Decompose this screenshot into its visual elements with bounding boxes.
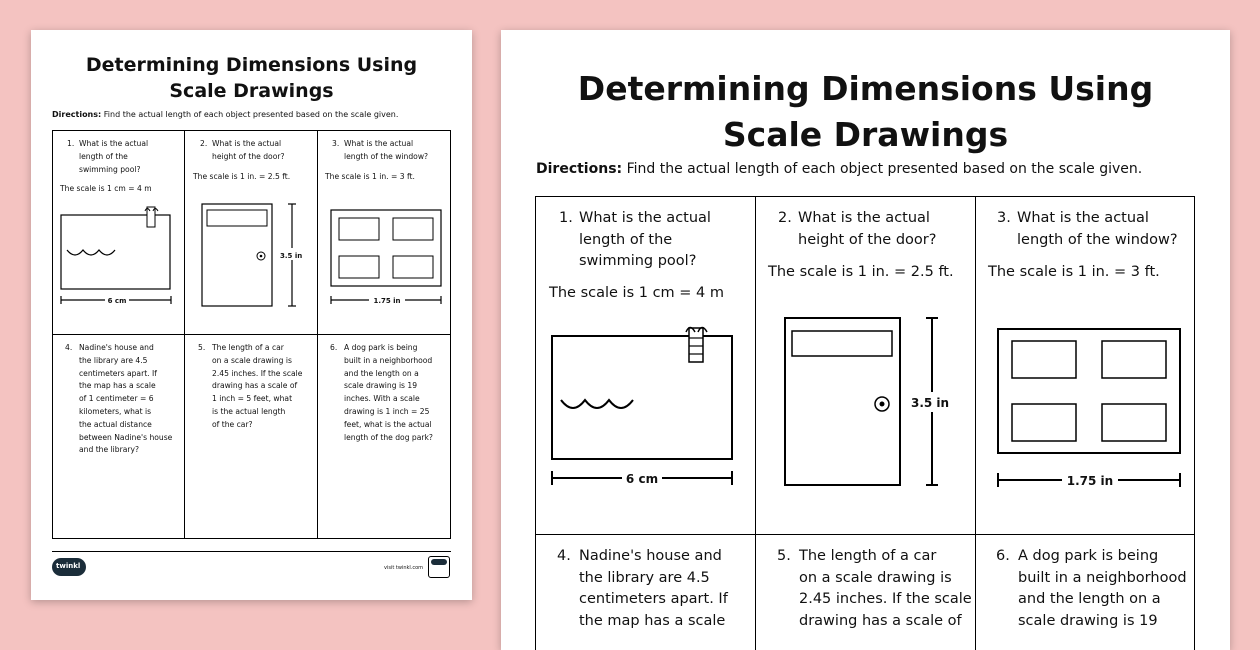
question-number: 3. — [332, 139, 340, 148]
question-number: 4. — [65, 343, 73, 352]
question-line: and the library? — [79, 445, 140, 455]
dimension-label: 6 cm — [107, 297, 127, 305]
question-line: A dog park is being — [1018, 548, 1159, 564]
swimming-pool-figure — [59, 205, 179, 305]
question-line: What is the actual — [212, 139, 282, 148]
question-line: built in a neighborhood — [1018, 569, 1187, 586]
question-line: 2.45 inches. If the scale — [212, 368, 303, 378]
title-line: Scale Drawings — [722, 115, 1009, 154]
question-2 — [778, 208, 936, 251]
question-number: 4. — [557, 548, 571, 564]
title-line: Determining Dimensions Using — [85, 54, 418, 76]
question-5 — [198, 342, 302, 432]
question-line: A dog park is being — [344, 343, 418, 352]
question-3 — [332, 138, 428, 164]
directions-label: Directions: — [52, 110, 102, 119]
question-line: length of the — [79, 151, 128, 161]
question-line: height of the door? — [798, 231, 937, 248]
question-line: length of the dog park? — [344, 432, 433, 442]
question-line: 1 inch = 5 feet, what — [212, 394, 293, 404]
logo-text: twinkl — [56, 562, 81, 570]
question-line: Nadine's house and — [579, 548, 722, 564]
footer-divider — [52, 551, 451, 552]
twinkl-logo — [52, 558, 86, 576]
question-line: length of the window? — [344, 151, 429, 161]
question-6 — [330, 342, 433, 444]
question-line: swimming pool? — [579, 253, 697, 269]
question-6 — [996, 546, 1187, 632]
question-number: 2. — [778, 210, 792, 226]
directions — [536, 161, 1142, 177]
question-line: of the car? — [212, 419, 253, 429]
question-number: 5. — [777, 548, 791, 564]
question-1 — [67, 138, 148, 176]
question-line: What is the actual — [344, 139, 414, 148]
window-figure — [996, 327, 1186, 497]
question-line: Nadine's house and — [79, 343, 154, 352]
door-figure — [783, 316, 963, 496]
question-line: built in a neighborhood — [344, 355, 433, 365]
question-line: of 1 centimeter = 6 — [79, 394, 154, 404]
question-5 — [777, 546, 972, 632]
question-4 — [65, 342, 172, 457]
question-line: and the length on a — [344, 368, 419, 378]
swimming-pool-figure — [549, 322, 749, 492]
dimension-label: 3.5 in — [280, 252, 303, 260]
question-line: The length of a car — [212, 343, 284, 352]
dimension-label: 3.5 in — [911, 396, 950, 410]
question-line: inches. With a scale — [344, 394, 420, 404]
question-line: feet, what is the actual — [344, 419, 432, 429]
directions-text: Find the actual length of each object presented based on the scale given. — [101, 110, 399, 119]
question-number: 6. — [996, 548, 1010, 564]
directions-text: Find the actual length of each object presented based on the scale given. — [622, 161, 1143, 177]
question-number: 2. — [200, 139, 208, 148]
question-line: length of the window? — [1017, 231, 1178, 248]
question-number: 1. — [559, 210, 573, 226]
title-line: Scale Drawings — [169, 80, 334, 102]
question-line: 2.45 inches. If the scale — [799, 591, 972, 607]
quality-badge-icon — [428, 556, 450, 578]
scale-text: The scale is 1 cm = 4 m — [549, 285, 724, 301]
window-figure — [329, 208, 444, 308]
question-line: The length of a car — [799, 548, 937, 564]
dimension-label: 1.75 in — [1066, 474, 1114, 488]
question-number: 3. — [997, 210, 1011, 226]
question-line: the map has a scale — [579, 612, 726, 629]
question-line: drawing has a scale of — [212, 381, 298, 391]
visit-link: visit twinkl.com — [384, 565, 424, 571]
question-line: What is the actual — [79, 139, 149, 148]
question-line: scale drawing is 19 — [1018, 612, 1158, 629]
scale-text: The scale is 1 in. = 2.5 ft. — [193, 172, 291, 181]
question-number: 1. — [67, 139, 75, 148]
scale-text: The scale is 1 in. = 3 ft. — [325, 172, 415, 181]
question-line: the library are 4.5 — [579, 569, 710, 586]
directions-label: Directions: — [536, 161, 623, 177]
question-line: between Nadine's house — [79, 432, 173, 442]
door-figure — [199, 202, 309, 312]
directions — [52, 110, 398, 119]
question-line: swimming pool? — [79, 164, 141, 174]
question-line: drawing is 1 inch = 25 — [344, 406, 430, 416]
question-line: centimeters apart. If — [579, 591, 728, 607]
worksheet-zoomed[interactable] — [501, 30, 1230, 650]
question-line: height of the door? — [212, 151, 285, 161]
question-line: and the length on a — [1018, 591, 1161, 607]
worksheet-thumbnail[interactable] — [31, 30, 472, 600]
question-line: scale drawing is 19 — [344, 381, 418, 391]
question-4 — [557, 546, 728, 632]
question-line: What is the actual — [579, 210, 711, 226]
question-1 — [559, 208, 711, 273]
question-line: is the actual length — [212, 406, 286, 416]
scale-text: The scale is 1 in. = 3 ft. — [988, 264, 1160, 280]
question-line: length of the — [579, 231, 673, 248]
question-number: 6. — [330, 343, 338, 352]
question-number: 5. — [198, 343, 206, 352]
question-line: centimeters apart. If — [79, 368, 157, 378]
question-line: on a scale drawing is — [212, 355, 292, 365]
question-line: the actual distance — [79, 419, 152, 429]
question-line: on a scale drawing is — [799, 569, 952, 586]
question-3 — [997, 208, 1178, 251]
page-title — [521, 66, 1210, 158]
question-line: the map has a scale — [79, 381, 156, 391]
dimension-label: 1.75 in — [373, 297, 401, 305]
question-line: What is the actual — [798, 210, 930, 226]
question-line: drawing has a scale of — [799, 612, 962, 629]
scale-text: The scale is 1 cm = 4 m — [60, 184, 152, 193]
question-line: What is the actual — [1017, 210, 1149, 226]
question-line: the library are 4.5 — [79, 355, 148, 365]
scale-text: The scale is 1 in. = 2.5 ft. — [768, 264, 954, 280]
dimension-label: 6 cm — [625, 472, 659, 486]
question-line: kilometers, what is — [79, 406, 152, 416]
page-title — [51, 52, 452, 104]
question-2 — [200, 138, 285, 164]
title-line: Determining Dimensions Using — [577, 69, 1154, 108]
